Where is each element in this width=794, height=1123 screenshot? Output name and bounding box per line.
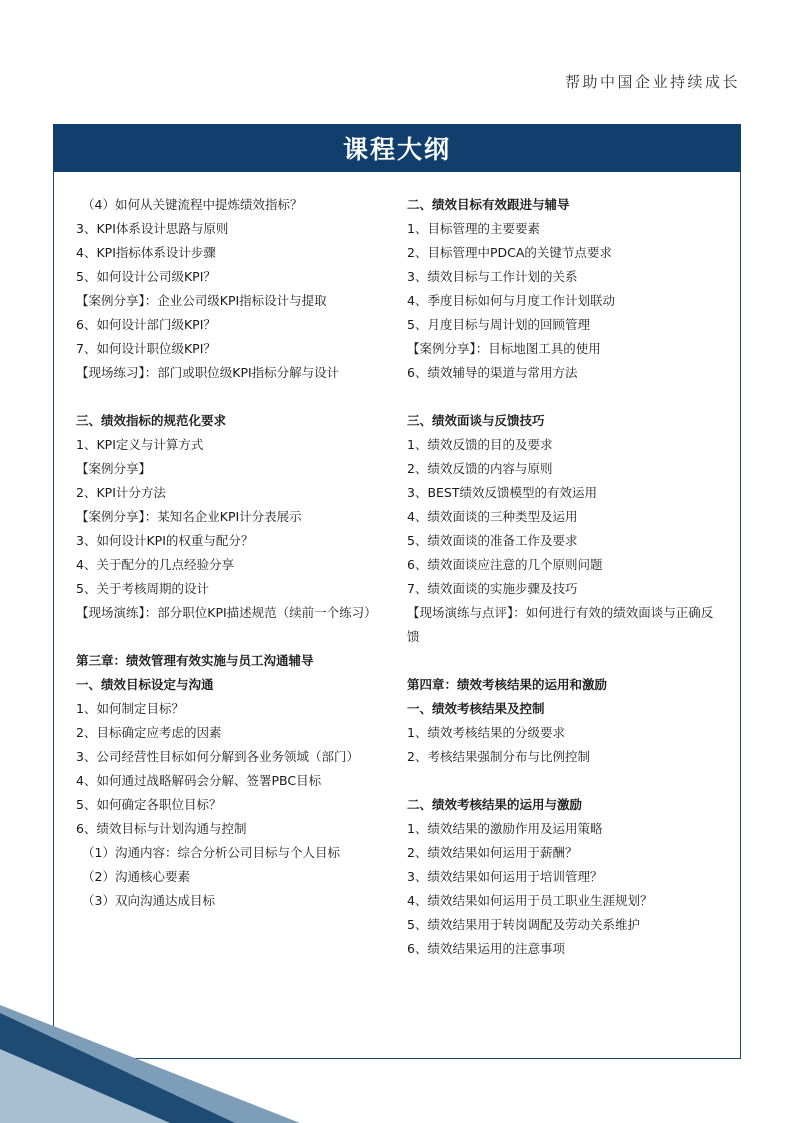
outline-item: 3、如何设计KPI的权重与配分？ — [76, 533, 254, 548]
outline-item: 3、绩效目标与工作计划的关系 — [407, 269, 578, 284]
outline-item: （2）沟通核心要素 — [82, 869, 190, 884]
section-heading: 第四章：绩效考核结果的运用和激励 — [407, 677, 608, 692]
outline-item: 5、关于考核周期的设计 — [76, 581, 209, 596]
outline-item: 【案例分享】：目标地图工具的使用 — [407, 341, 601, 356]
section-gap — [76, 385, 388, 409]
outline-left-column — [76, 193, 388, 913]
outline-item: 1、目标管理的主要要素 — [407, 221, 540, 236]
outline-item: 【案例分享】 — [76, 461, 152, 476]
outline-item: 2、绩效反馈的内容与原则 — [407, 461, 553, 476]
section-gap — [407, 385, 719, 409]
section-heading: 三、绩效面谈与反馈技巧 — [407, 413, 545, 428]
section-heading: 第三章：绩效管理有效实施与员工沟通辅导 — [76, 653, 314, 668]
outline-item: 4、绩效结果如何运用于员工职业生涯规划？ — [407, 893, 653, 908]
section-gap — [407, 769, 719, 793]
outline-item: 3、KPI体系设计思路与原则 — [76, 221, 229, 236]
outline-item: 2、目标确定应考虑的因素 — [76, 725, 222, 740]
outline-item: 3、绩效结果如何运用于培训管理？ — [407, 869, 603, 884]
outline-item: 5、如何设计公司级KPI？ — [76, 269, 216, 284]
outline-item: （3）双向沟通达成目标 — [82, 893, 215, 908]
outline-item: 3、BEST绩效反馈模型的有效运用 — [407, 485, 597, 500]
outline-item: 4、关于配分的几点经验分享 — [76, 557, 234, 572]
outline-item: 4、KPI指标体系设计步骤 — [76, 245, 216, 260]
outline-item: 1、绩效结果的激励作用及运用策略 — [407, 821, 603, 836]
outline-item: 5、绩效结果用于转岗调配及劳动关系维护 — [407, 917, 640, 932]
outline-item: 【现场演练与点评】：如何进行有效的绩效面谈与正确反馈 — [407, 605, 714, 644]
outline-item: 5、如何确定各职位目标？ — [76, 797, 222, 812]
outline-item: 2、目标管理中PDCA的关键节点要求 — [407, 245, 612, 260]
outline-item: （4）如何从关键流程中提炼绩效指标？ — [82, 197, 303, 212]
outline-item: 4、绩效面谈的三种类型及运用 — [407, 509, 578, 524]
outline-banner — [53, 124, 741, 172]
outline-item: 1、绩效反馈的目的及要求 — [407, 437, 553, 452]
outline-item: 5、绩效面谈的准备工作及要求 — [407, 533, 578, 548]
outline-item: 1、绩效考核结果的分级要求 — [407, 725, 565, 740]
outline-item: 7、绩效面谈的实施步骤及技巧 — [407, 581, 578, 596]
outline-item: 5、月度目标与周计划的回顾管理 — [407, 317, 590, 332]
outline-item: 6、绩效结果运用的注意事项 — [407, 941, 565, 956]
outline-item: 4、季度目标如何与月度工作计划联动 — [407, 293, 615, 308]
section-heading: 一、绩效考核结果及控制 — [407, 701, 545, 716]
section-heading: 三、绩效指标的规范化要求 — [76, 413, 227, 428]
outline-item: 2、考核结果强制分布与比例控制 — [407, 749, 590, 764]
outline-item: 【案例分享】：某知名企业KPI计分表展示 — [76, 509, 302, 524]
section-gap — [76, 625, 388, 649]
outline-item: 【案例分享】：企业公司级KPI指标设计与提取 — [76, 293, 327, 308]
page-title: 课程大纲 — [342, 135, 451, 164]
section-heading: 二、绩效考核结果的运用与激励 — [407, 797, 583, 812]
outline-item: 【现场练习】：部门或职位级KPI指标分解与设计 — [76, 365, 340, 380]
outline-item: 2、KPI计分方法 — [76, 485, 166, 500]
outline-item: 3、公司经营性目标如何分解到各业务领域（部门） — [76, 749, 359, 764]
section-heading: 一、绩效目标设定与沟通 — [76, 677, 214, 692]
outline-item: 6、绩效面谈应注意的几个原则问题 — [407, 557, 603, 572]
outline-item: 1、KPI定义与计算方式 — [76, 437, 204, 452]
outline-item: 【现场演练】：部分职位KPI描述规范（续前一个练习） — [76, 605, 377, 620]
outline-item: （1）沟通内容：综合分析公司目标与个人目标 — [82, 845, 340, 860]
outline-item: 2、绩效结果如何运用于薪酬？ — [407, 845, 578, 860]
outline-item: 6、绩效辅导的渠道与常用方法 — [407, 365, 578, 380]
corner-decoration — [0, 1005, 300, 1123]
section-heading: 二、绩效目标有效跟进与辅导 — [407, 197, 570, 212]
section-gap — [407, 649, 719, 673]
outline-item: 7、如何设计职位级KPI？ — [76, 341, 216, 356]
outline-item: 6、绩效目标与计划沟通与控制 — [76, 821, 247, 836]
outline-right-column — [407, 193, 719, 961]
header-slogan: 帮助中国企业持续成长 — [564, 73, 740, 91]
outline-item: 1、如何制定目标？ — [76, 701, 184, 716]
outline-item: 4、如何通过战略解码会分解、签署PBC目标 — [76, 773, 322, 788]
outline-item: 6、如何设计部门级KPI？ — [76, 317, 216, 332]
